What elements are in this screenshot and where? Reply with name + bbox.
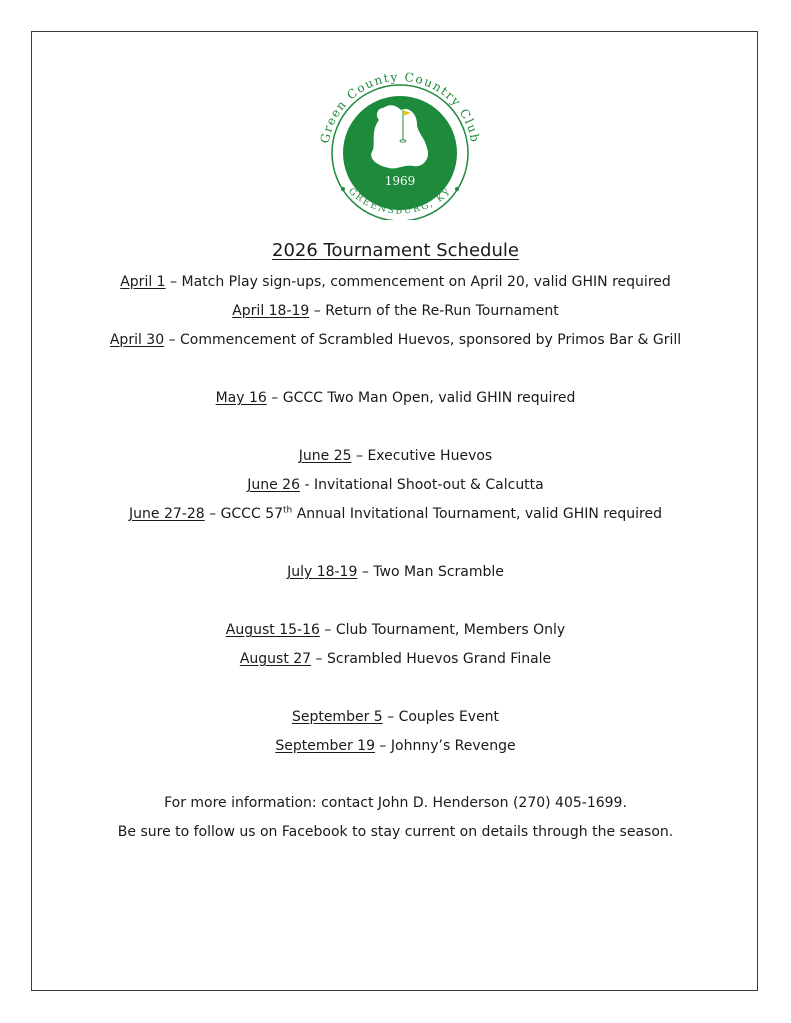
event-date: April 1 bbox=[120, 274, 166, 290]
event-date: September 19 bbox=[275, 738, 375, 754]
event-row bbox=[0, 448, 791, 464]
logo-dot-left bbox=[341, 187, 345, 191]
event-row bbox=[0, 651, 791, 667]
ordinal-suffix: th bbox=[283, 505, 293, 516]
event-separator: – bbox=[319, 622, 336, 638]
event-date: June 27-28 bbox=[129, 506, 205, 522]
event-description: Johnny’s Revenge bbox=[390, 738, 516, 754]
event-description-part: Annual Invitational Tournament, valid GHIN required bbox=[292, 506, 662, 522]
page-title: 2026 Tournament Schedule bbox=[272, 240, 519, 261]
event-date: September 5 bbox=[291, 709, 383, 725]
event-separator: – bbox=[164, 332, 181, 348]
event-separator: – bbox=[204, 506, 221, 522]
event-row bbox=[0, 332, 791, 348]
event-row bbox=[0, 390, 791, 406]
event-row bbox=[0, 274, 791, 290]
event-separator: – bbox=[309, 303, 326, 319]
logo-dot-right bbox=[455, 187, 459, 191]
event-description: Two Man Scramble bbox=[373, 564, 504, 580]
event-description: Club Tournament, Members Only bbox=[335, 622, 566, 638]
event-description: Executive Huevos bbox=[367, 448, 493, 464]
event-separator: – bbox=[266, 390, 283, 406]
event-date: August 27 bbox=[239, 651, 312, 667]
event-description: GCCC Two Man Open, valid GHIN required bbox=[282, 390, 576, 406]
event-row bbox=[0, 622, 791, 638]
event-row bbox=[0, 477, 791, 493]
event-date: April 30 bbox=[109, 332, 165, 348]
logo-club-name: Green County Country Club bbox=[317, 69, 483, 145]
event-separator: – bbox=[382, 709, 399, 725]
event-row bbox=[0, 738, 791, 754]
event-separator: – bbox=[351, 448, 368, 464]
club-logo bbox=[305, 58, 495, 220]
event-date: July 18-19 bbox=[287, 564, 358, 580]
event-row bbox=[0, 709, 791, 725]
event-separator: – bbox=[311, 651, 327, 667]
event-separator: - bbox=[300, 477, 314, 493]
event-row bbox=[0, 564, 791, 580]
facebook-note: Be sure to follow us on Facebook to stay current on details through the season. bbox=[117, 824, 674, 840]
event-date: June 26 bbox=[247, 477, 300, 493]
contact-info: For more information: contact John D. Henderson (270) 405-1699. bbox=[164, 795, 627, 811]
event-description bbox=[221, 506, 662, 522]
logo-year: 1969 bbox=[384, 174, 416, 188]
event-row bbox=[0, 303, 791, 319]
event-date: May 16 bbox=[215, 390, 267, 406]
event-description: Invitational Shoot-out & Calcutta bbox=[313, 477, 544, 493]
event-description: Commencement of Scrambled Huevos, sponsored by Primos Bar & Grill bbox=[180, 332, 682, 348]
event-date: April 18-19 bbox=[232, 303, 310, 319]
event-date: June 25 bbox=[298, 448, 352, 464]
event-description: Return of the Re-Run Tournament bbox=[325, 303, 559, 319]
event-description: Scrambled Huevos Grand Finale bbox=[327, 651, 552, 667]
event-separator: – bbox=[374, 738, 391, 754]
event-description: Couples Event bbox=[398, 709, 500, 725]
event-row bbox=[0, 506, 791, 522]
event-separator: – bbox=[165, 274, 182, 290]
logo-location: GREENSBURG, KY bbox=[346, 186, 454, 217]
event-separator: – bbox=[357, 564, 374, 580]
event-date: August 15-16 bbox=[225, 622, 320, 638]
event-description: Match Play sign-ups, commencement on April 20, valid GHIN required bbox=[181, 274, 671, 290]
event-description-part: GCCC 57 bbox=[220, 506, 284, 522]
